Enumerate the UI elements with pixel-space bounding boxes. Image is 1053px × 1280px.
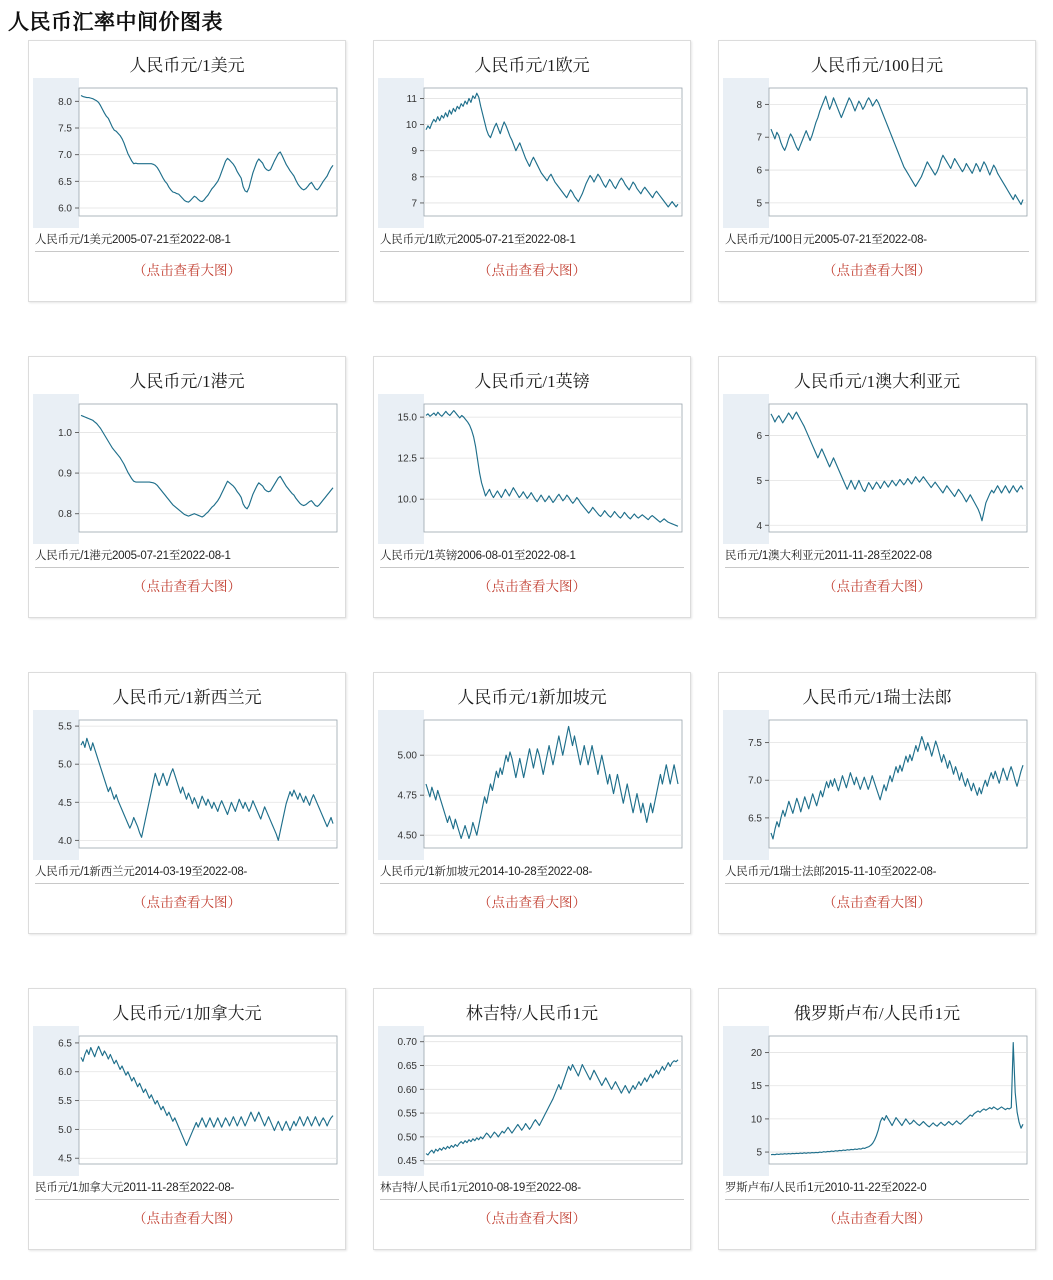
view-large-link[interactable]: （点击查看大图） — [478, 1211, 586, 1226]
svg-text:10: 10 — [405, 120, 417, 132]
view-large-link[interactable]: （点击查看大图） — [133, 263, 241, 278]
svg-text:0.55: 0.55 — [397, 1108, 417, 1120]
svg-text:6.0: 6.0 — [58, 1067, 72, 1079]
chart-caption: 民币元/1澳大利亚元2011-11-28至2022-08 — [725, 550, 932, 562]
svg-text:7.0: 7.0 — [58, 150, 72, 162]
chart-title: 人民币元/1新加坡元 — [457, 688, 607, 707]
chart-title: 林吉特/人民币1元 — [465, 1004, 599, 1023]
chart-plot — [33, 710, 343, 860]
view-large-link[interactable]: （点击查看大图） — [133, 895, 241, 910]
chart-plot — [723, 1026, 1033, 1176]
svg-text:7.5: 7.5 — [748, 738, 762, 750]
view-large-link[interactable]: （点击查看大图） — [823, 1211, 931, 1226]
chart-title: 人民币元/1欧元 — [474, 56, 590, 75]
svg-text:8.0: 8.0 — [58, 96, 72, 108]
chart-plot — [33, 78, 343, 228]
svg-text:5: 5 — [756, 475, 762, 487]
svg-text:7.5: 7.5 — [58, 123, 72, 135]
chart-card[interactable] — [718, 988, 1036, 1250]
svg-text:0.50: 0.50 — [397, 1132, 417, 1144]
chart-card[interactable] — [373, 40, 691, 302]
svg-text:20: 20 — [750, 1048, 762, 1060]
svg-text:7: 7 — [756, 132, 762, 144]
chart-caption: 人民币元/1欧元2005-07-21至2022-08-1 — [380, 234, 576, 246]
chart-title: 俄罗斯卢布/人民币1元 — [793, 1004, 961, 1023]
svg-text:5.0: 5.0 — [58, 1124, 72, 1136]
view-large-link[interactable]: （点击查看大图） — [478, 263, 586, 278]
svg-text:5: 5 — [756, 1147, 762, 1159]
chart-caption: 人民币元/1新西兰元2014-03-19至2022-08- — [35, 866, 248, 878]
svg-text:0.8: 0.8 — [58, 509, 72, 521]
view-large-link[interactable]: （点击查看大图） — [478, 895, 586, 910]
chart-plot — [378, 78, 688, 228]
svg-text:15: 15 — [750, 1081, 762, 1093]
svg-text:10: 10 — [750, 1114, 762, 1126]
chart-plot — [723, 710, 1033, 860]
svg-text:4.5: 4.5 — [58, 1153, 72, 1165]
svg-text:5.5: 5.5 — [58, 1096, 72, 1108]
chart-card[interactable] — [373, 988, 691, 1250]
svg-text:0.9: 0.9 — [58, 468, 72, 480]
chart-caption: 人民币元/1美元2005-07-21至2022-08-1 — [35, 234, 231, 246]
chart-card[interactable] — [373, 672, 691, 934]
chart-caption: 人民币元/100日元2005-07-21至2022-08- — [725, 234, 927, 246]
chart-caption: 人民币元/1新加坡元2014-10-28至2022-08- — [380, 866, 593, 878]
view-large-link[interactable]: （点击查看大图） — [478, 579, 586, 594]
chart-plot — [33, 1026, 343, 1176]
chart-caption: 民币元/1加拿大元2011-11-28至2022-08- — [35, 1182, 235, 1194]
svg-text:7.0: 7.0 — [748, 775, 762, 787]
chart-title: 人民币元/1瑞士法郎 — [802, 688, 952, 707]
svg-text:12.5: 12.5 — [397, 453, 417, 465]
svg-text:9: 9 — [411, 146, 417, 158]
svg-text:1.0: 1.0 — [58, 427, 72, 439]
svg-text:6.0: 6.0 — [58, 203, 72, 215]
chart-plot — [723, 78, 1033, 228]
chart-title: 人民币元/1加拿大元 — [112, 1004, 262, 1023]
svg-text:5.00: 5.00 — [397, 750, 417, 762]
view-large-link[interactable]: （点击查看大图） — [133, 579, 241, 594]
chart-card[interactable] — [28, 672, 346, 934]
svg-text:6.5: 6.5 — [748, 813, 762, 825]
svg-text:6.5: 6.5 — [58, 176, 72, 188]
svg-text:0.60: 0.60 — [397, 1084, 417, 1096]
chart-caption: 罗斯卢布/人民币1元2010-11-22至2022-0 — [725, 1182, 927, 1194]
svg-text:4.75: 4.75 — [397, 790, 417, 802]
svg-text:6: 6 — [756, 165, 762, 177]
chart-card[interactable] — [718, 672, 1036, 934]
svg-text:6: 6 — [756, 430, 762, 442]
chart-plot — [33, 394, 343, 544]
view-large-link[interactable]: （点击查看大图） — [823, 579, 931, 594]
svg-text:5.5: 5.5 — [58, 721, 72, 733]
svg-text:4.50: 4.50 — [397, 830, 417, 842]
svg-text:10.0: 10.0 — [397, 494, 417, 506]
chart-card[interactable] — [373, 356, 691, 618]
view-large-link[interactable]: （点击查看大图） — [133, 1211, 241, 1226]
svg-text:4.0: 4.0 — [58, 835, 72, 847]
svg-text:0.65: 0.65 — [397, 1061, 417, 1073]
chart-card[interactable] — [718, 40, 1036, 302]
svg-text:7: 7 — [411, 198, 417, 210]
view-large-link[interactable]: （点击查看大图） — [823, 263, 931, 278]
svg-text:8: 8 — [756, 99, 762, 111]
svg-text:5: 5 — [756, 198, 762, 210]
svg-text:11: 11 — [406, 93, 417, 105]
chart-card[interactable] — [28, 40, 346, 302]
view-large-link[interactable]: （点击查看大图） — [823, 895, 931, 910]
chart-plot — [378, 394, 688, 544]
chart-title: 人民币元/1新西兰元 — [112, 688, 262, 707]
chart-plot — [378, 1026, 688, 1176]
svg-text:0.70: 0.70 — [397, 1037, 417, 1049]
chart-card[interactable] — [28, 988, 346, 1250]
chart-caption: 人民币元/1英镑2006-08-01至2022-08-1 — [380, 550, 576, 562]
chart-title: 人民币元/1英镑 — [474, 372, 590, 391]
chart-title: 人民币元/1澳大利亚元 — [793, 372, 961, 391]
chart-title: 人民币元/1港元 — [129, 372, 245, 391]
svg-text:0.45: 0.45 — [397, 1156, 417, 1168]
chart-grid — [0, 40, 1053, 1280]
chart-title: 人民币元/100日元 — [810, 56, 944, 75]
svg-text:5.0: 5.0 — [58, 759, 72, 771]
chart-caption: 林吉特/人民币1元2010-08-19至2022-08- — [380, 1182, 581, 1194]
svg-text:4.5: 4.5 — [58, 797, 72, 809]
chart-plot — [723, 394, 1033, 544]
page-title: 人民币汇率中间价图表 — [8, 10, 223, 34]
chart-title: 人民币元/1美元 — [129, 56, 245, 75]
chart-card[interactable] — [28, 356, 346, 618]
svg-text:8: 8 — [411, 172, 417, 184]
chart-caption: 人民币元/1瑞士法郎2015-11-10至2022-08- — [725, 866, 937, 878]
chart-card[interactable] — [718, 356, 1036, 618]
svg-text:15.0: 15.0 — [397, 412, 417, 424]
chart-caption: 人民币元/1港元2005-07-21至2022-08-1 — [35, 550, 231, 562]
svg-text:6.5: 6.5 — [58, 1038, 72, 1050]
svg-text:4: 4 — [756, 520, 762, 532]
chart-plot — [378, 710, 688, 860]
